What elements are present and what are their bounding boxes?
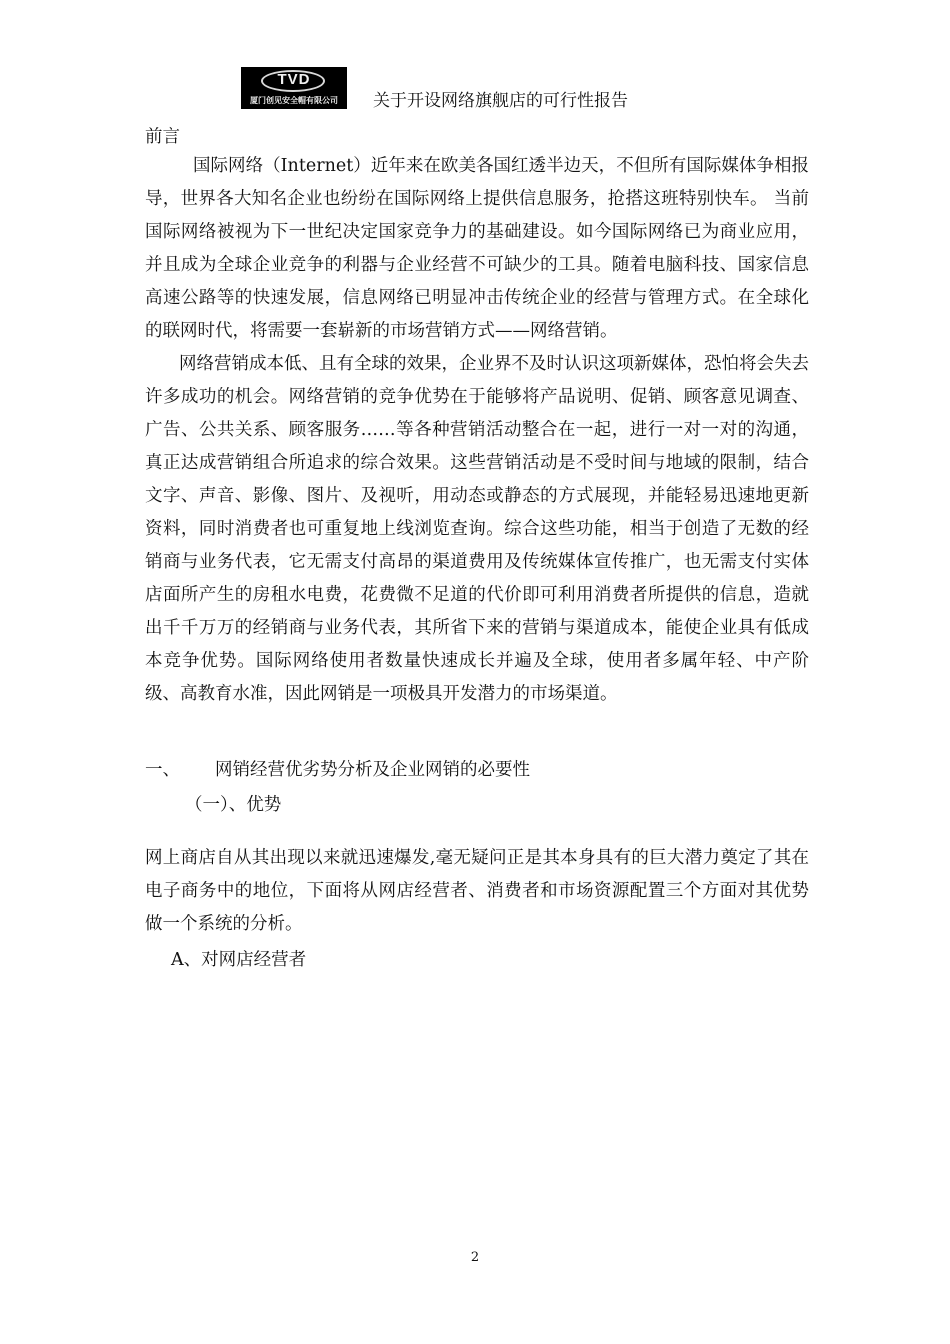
logo-company-name: 厦门创见安全帽有限公司 [250,96,338,105]
document-body [145,124,809,977]
logo-mark: TVD [277,71,311,88]
document-header-title: 关于开设网络旗舰店的可行性报告 [373,91,628,111]
item-heading-a: A、对网店经营者 [171,950,307,970]
preface-paragraph-2: 网络营销成本低、且有全球的效果，企业界不及时认识这项新媒体，恐怕将会失去许多成功的机会。网络营销的竞争优势在于能够将产品说明、促销、顾客意见调查、广告、公共关系、顾客服务……等各种营销活动整合在一起，进行一对一对的沟通，真正达成营销组合所追求的综合效果。这些营销活动是不受时间与地域的限制，结合文字、声音、影像、图片、及视听，用动态或静态的方式展现，并能轻易迅速地更新资料，同时消费者也可重复地上线浏览查询。综合这些功能，相当于创造了无数的经销商与业务代表，它无需支付高昂的渠道费用及传统媒体宣传推广，也无需支付实体店面所产生的房租水电费，花费微不足道的代价即可利用消费者所提供的信息，造就出千千万万的经销商与业务代表，其所省下来的营销与渠道成本，能使企业具有低成本竞争优势。国际网络使用者数量快速成长并遍及全球，使用者多属年轻、中产阶级、高教育水准，因此网销是一项极具开发潜力的市场渠道。 [145,354,809,704]
section-paragraph: 网上商店自从其出现以来就迅速爆发,毫无疑问正是其本身具有的巨大潜力奠定了其在电子商务中的地位，下面将从网店经营者、消费者和市场资源配置三个方面对其优势做一个系统的分析。 [145,848,809,934]
preface-paragraph-1: 国际网络（Internet）近年来在欧美各国红透半边天，不但所有国际媒体争相报导，世界各大知名企业也纷纷在国际网络上提供信息服务，抢搭这班特别快车。 当前国际网络被视为下一世纪决定国家竞争力的基础建设。如今国际网络已为商业应用，并且成为全球企业竞争的利器与企业经营不可缺少的工具。随着电脑科技、国家信息高速公路等的快速发展，信息网络已明显冲击传统企业的经营与管理方式。在全球化的联网时代，将需要一套崭新的市场营销方式——网络营销。 [145,156,809,341]
page-number: 2 [470,1250,480,1265]
section-title: 网销经营优劣势分析及企业网销的必要性 [215,760,530,780]
preface-heading: 前言 [145,127,180,147]
subsection-heading: （一）、优势 [185,795,282,815]
company-logo [241,67,347,109]
section-number: 一、 [145,760,180,780]
section-heading [145,754,809,787]
